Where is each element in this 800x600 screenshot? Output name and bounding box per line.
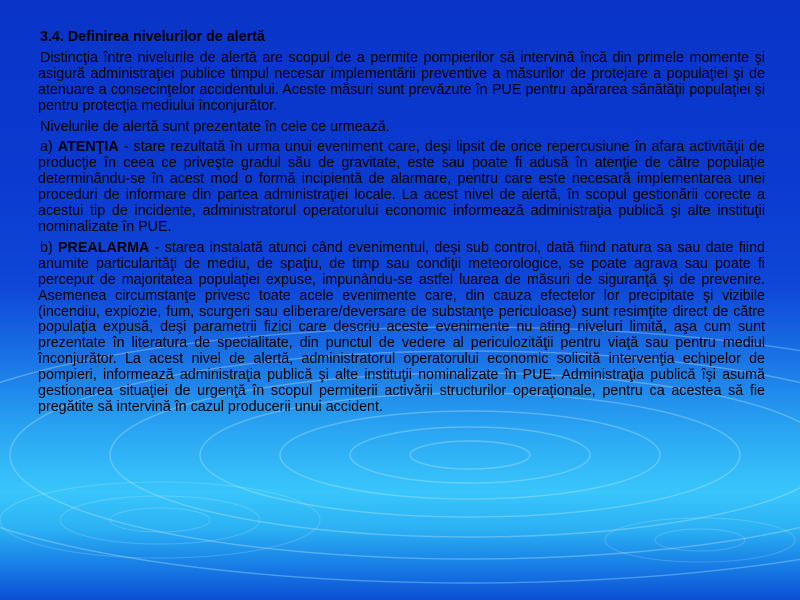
item-prefix: a): [40, 139, 58, 156]
alert-level-attention: [38, 140, 765, 235]
item-prefix: b): [40, 239, 59, 256]
alert-level-term: ATENŢIA: [57, 139, 119, 156]
document-body: [38, 30, 765, 421]
alert-level-prealarm: [38, 241, 765, 416]
alert-level-description: - stare rezultată în urma unui eveniment care, deşi lipsit de orice repercusiune în afara activităţii de producţie în ceea ce priveşte gradul său de gravitate, este sau poate fi adusă în atenţie de către populaţie determinându-se în acest mod o formă incipientă de alarmare, pentru care este necesară implementarea unei proceduri de informare din partea administraţiei locale. La acest nivel de alertă, în scopul gestionării corecte a acestui tip de incidente, administratorul operatorului economic informează administraţia publică şi alte instituţii nominalizate în PUE.: [38, 139, 765, 235]
alert-level-description: - starea instalată atunci când evenimentul, deşi sub control, dată fiind natura sa sau date fiind anumite particularităţi de mediu, de spaţiu, de timp sau condiţii meteorologice, se poate agrava sau poate fi perceput de majoritatea populaţiei expuse, impunându-se astfel luarea de măsuri de siguranţă şi de prevenire. Asemenea circumstanţe privesc toate acele evenimente care, din cauza efectelor lor precipitate şi vizibile (incendiu, explozie, fum, scurgeri sau eliberare/deversare de substanţe periculoase) sunt resimţite direct de către populaţia expusă, deşi parametrii fizici care descriu aceste evenimente nu ating niveluri limită, aşa cum sunt prezentate în literatura de specialitate, din punctul de vedere al periculozităţii pentru viaţă sau pentru mediul înconjurător. La acest nivel de alertă, administratorul operatorului economic solicită intervenţia echipelor de pompieri, informează administraţia publică şi alte instituţii nominalizate în PUE. Administraţia publică îşi asumă gestionarea situaţiei de urgenţă în scopul permiterii activării structurilor operaţionale, pentru ca acestea să fie pregătite să intervină în cazul producerii unui accident.: [38, 239, 765, 415]
intro-paragraph: Distincţia între nivelurile de alertă are scopul de a permite pompierilor să intervină încă din primele momente şi asigură administraţiei publice timpul necesar implementării preventive a măsurilor de protejare a populaţiei şi de atenuare a consecinţelor accidentului. Aceste măsuri sunt prevăzute în PUE pentru apărarea sănătăţii populaţiei şi pentru protecţia mediului înconjurător.: [38, 49, 765, 114]
section-heading: 3.4. Definirea nivelurilor de alertă: [40, 29, 265, 45]
alert-level-term: PREALARMA: [58, 239, 150, 256]
lead-paragraph: Nivelurile de alertă sunt prezentate în cele ce urmează.: [40, 118, 390, 135]
